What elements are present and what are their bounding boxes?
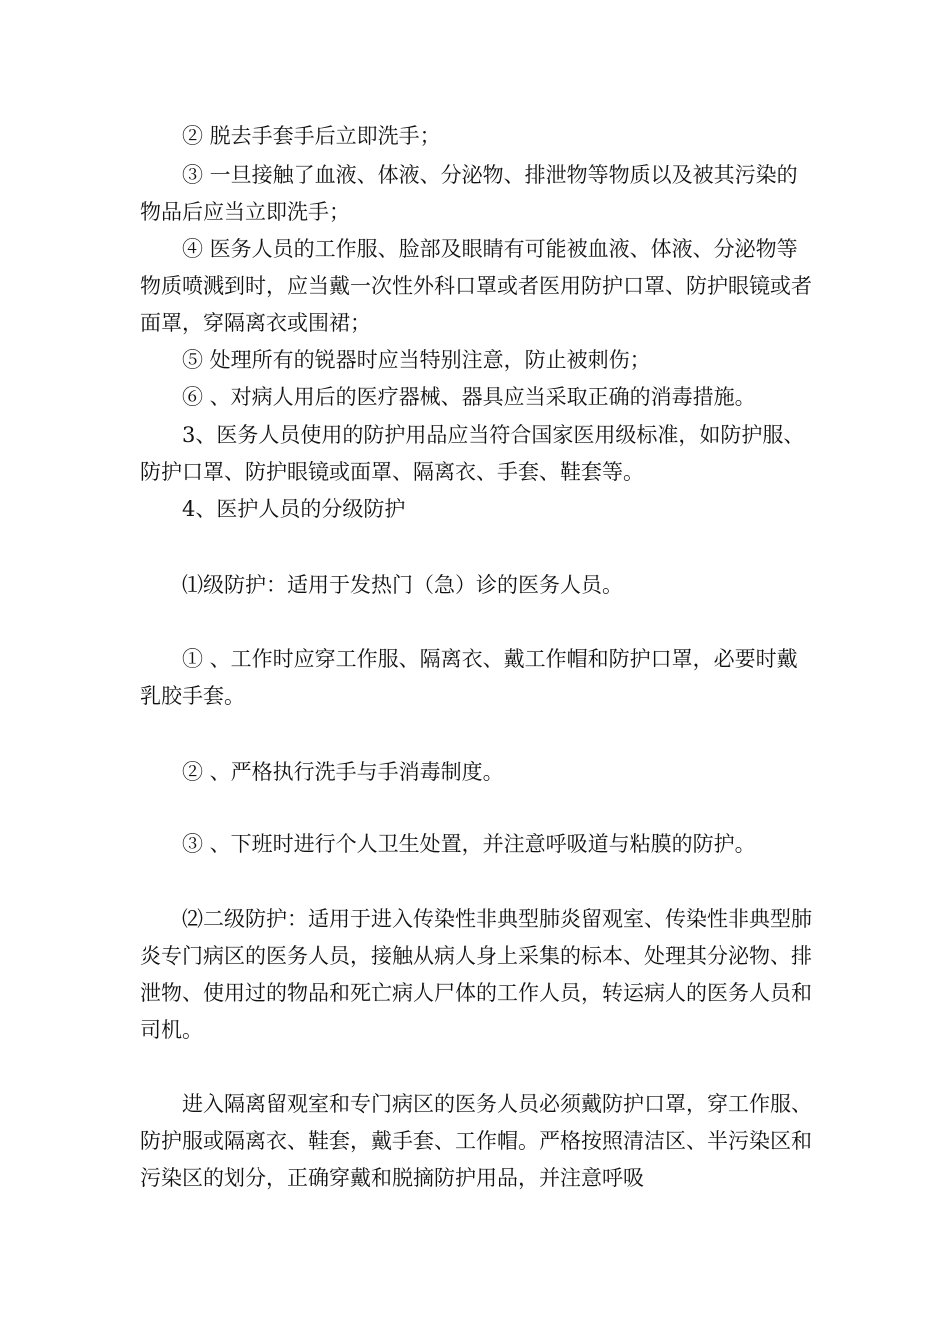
paragraph-3: ④ 医务人员的工作服、脸部及眼睛有可能被血液、体液、分泌物等物质喷溅到时，应当戴一次性外科口罩或者医用防护口罩、防护眼镜或者面罩，穿隔离衣或围裙； xyxy=(140,237,812,335)
paragraph-10: ② 、严格执行洗手与手消毒制度。 xyxy=(182,760,504,784)
paragraph-2: ③ 一旦接触了血液、体液、分泌物、排泄物等物质以及被其污染的物品后应当立即洗手； xyxy=(140,163,798,224)
paragraph-4: ⑤ 处理所有的锐器时应当特别注意，防止被刺伤； xyxy=(182,348,651,372)
paragraph-5: ⑥ 、对病人用后的医疗器械、器具应当采取正确的消毒措施。 xyxy=(182,385,756,409)
paragraph-7: 4、医护人员的分级防护 xyxy=(182,497,406,521)
paragraph-13: 进入隔离留观室和专门病区的医务人员必须戴防护口罩，穿工作服、防护服或隔离衣、鞋套，戴手套、工作帽。严格按照清洁区、半污染区和污染区的划分，正确穿戴和脱摘防护用品，并注意呼吸 xyxy=(140,1092,812,1190)
paragraph-6: 3、医务人员使用的防护用品应当符合国家医用级标准，如防护服、防护口罩、防护眼镜或面罩、隔离衣、手套、鞋套等。 xyxy=(140,423,805,484)
paragraph-8: ⑴级防护：适用于发热门（急）诊的医务人员。 xyxy=(182,573,623,597)
paragraph-12: ⑵二级防护：适用于进入传染性非典型肺炎留观室、传染性非典型肺炎专门病区的医务人员，接触从病人身上采集的标本、处理其分泌物、排泄物、使用过的物品和死亡病人尸体的工作人员，转运病人的医务人员和司机。 xyxy=(140,907,812,1042)
paragraph-11: ③ 、下班时进行个人卫生处置，并注意呼吸道与粘膜的防护。 xyxy=(182,832,756,856)
paragraph-9: ① 、工作时应穿工作服、隔离衣、戴工作帽和防护口罩，必要时戴乳胶手套。 xyxy=(140,647,798,708)
paragraph-1: ② 脱去手套手后立即洗手； xyxy=(182,124,441,148)
